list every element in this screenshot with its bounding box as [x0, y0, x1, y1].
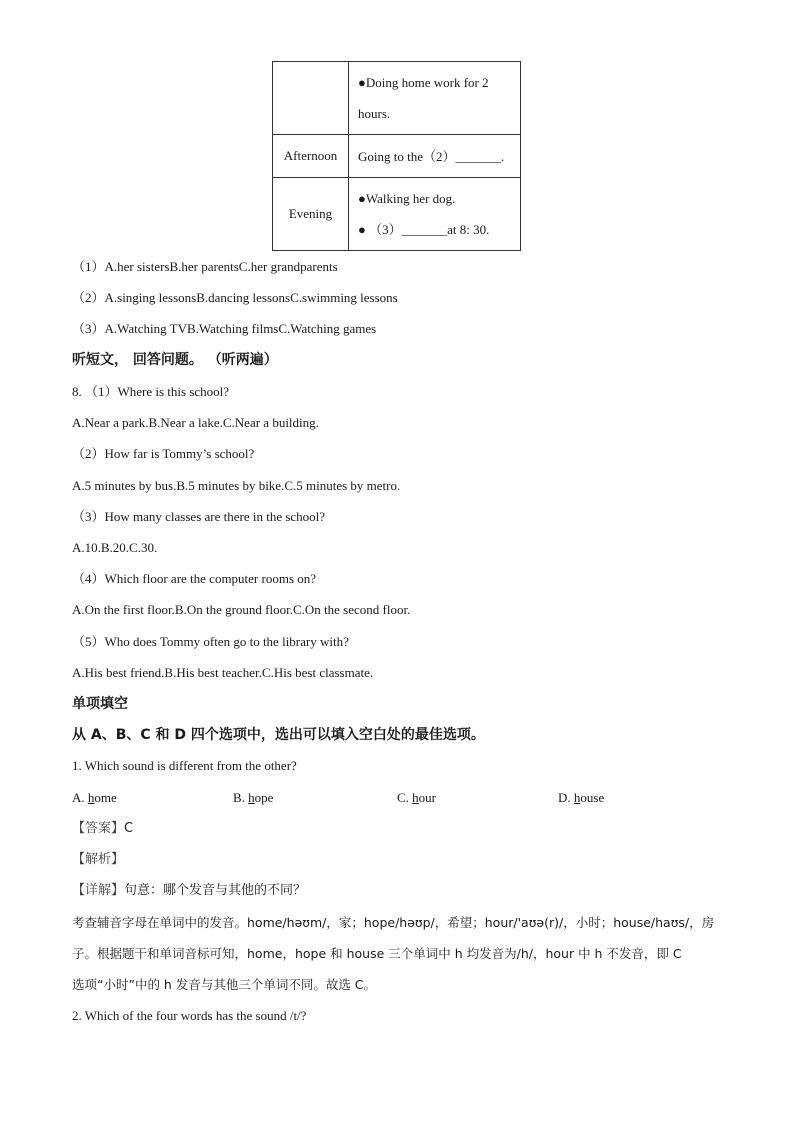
q1-option-d: D. house: [558, 790, 605, 805]
schedule-option-1: （1）A.her sistersB.her parentsC.her grandparents: [72, 259, 338, 274]
schedule-row3-label: Evening: [273, 178, 349, 251]
schedule-row1-line2: hours.: [358, 106, 391, 121]
schedule-row1-line1: ●Doing home work for 2: [358, 75, 489, 90]
q1-explanation-1: 考查辅音字母在单词中的发音。home/həʊm/，家；hope/həʊp/，希望；hour/'aʊə(r)/，小时；house/haʊs/，房: [72, 915, 715, 930]
schedule-option-2: （2）A.singing lessonsB.dancing lessonsC.swimming lessons: [72, 290, 398, 305]
q1-analysis-tag: 【解析】: [72, 852, 125, 867]
q1-option-b: B. hope: [233, 790, 274, 805]
q8-options-3: A.10.B.20.C.30.: [72, 540, 158, 555]
q8-options-5: A.His best friend.B.His best teacher.C.His best classmate.: [72, 665, 374, 680]
schedule-option-3: （3）A.Watching TVB.Watching filmsC.Watching games: [72, 321, 377, 336]
q1-explanation-3: 选项“小时”中的 h 发音与其他三个单词不同。故选 C。: [72, 977, 377, 992]
schedule-row2-text: Going to the（2）_______.: [349, 135, 521, 178]
schedule-row3-line1: ●Walking her dog.: [358, 191, 456, 206]
q1-stem: 1. Which sound is different from the other?: [72, 758, 297, 773]
q1-option-c: C. hour: [397, 790, 437, 805]
q2-stem: 2. Which of the four words has the sound /t/?: [72, 1008, 307, 1023]
q8-stem-3: （3）How many classes are there in the school?: [72, 509, 326, 524]
schedule-row1-label: [273, 62, 349, 135]
section-single-instructions: 从 A、B、C 和 D 四个选项中，选出可以填入空白处的最佳选项。: [72, 727, 485, 743]
schedule-table: [272, 61, 521, 251]
q1-option-a: A. home: [72, 790, 117, 805]
q1-explanation-2: 子。根据题干和单词音标可知，home，hope 和 house 三个单词中 h 均发音为/h/，hour 中 h 不发音，即 C: [72, 946, 682, 961]
schedule-row3-line2: ● （3）_______at 8: 30.: [358, 222, 490, 237]
q8-stem-4: （4）Which floor are the computer rooms on?: [72, 571, 317, 586]
q8-stem-5: （5）Who does Tommy often go to the library with?: [72, 634, 349, 649]
q8-options-2: A.5 minutes by bus.B.5 minutes by bike.C.5 minutes by metro.: [72, 478, 401, 493]
q8-stem-2: （2）How far is Tommy’s school?: [72, 446, 255, 461]
q1-answer: 【答案】C: [72, 821, 134, 836]
q8-options-1: A.Near a park.B.Near a lake.C.Near a building.: [72, 415, 319, 430]
schedule-row2-label: Afternoon: [273, 135, 349, 178]
q1-detail: 【详解】句意：哪个发音与其他的不同？: [72, 883, 307, 898]
section-listen-heading: 听短文， 回答问题。 （听两遍）: [72, 352, 278, 368]
q8-options-4: A.On the first floor.B.On the ground floor.C.On the second floor.: [72, 602, 411, 617]
section-single-heading: 单项填空: [72, 696, 128, 712]
q8-stem-1: 8. （1）Where is this school?: [72, 384, 230, 399]
